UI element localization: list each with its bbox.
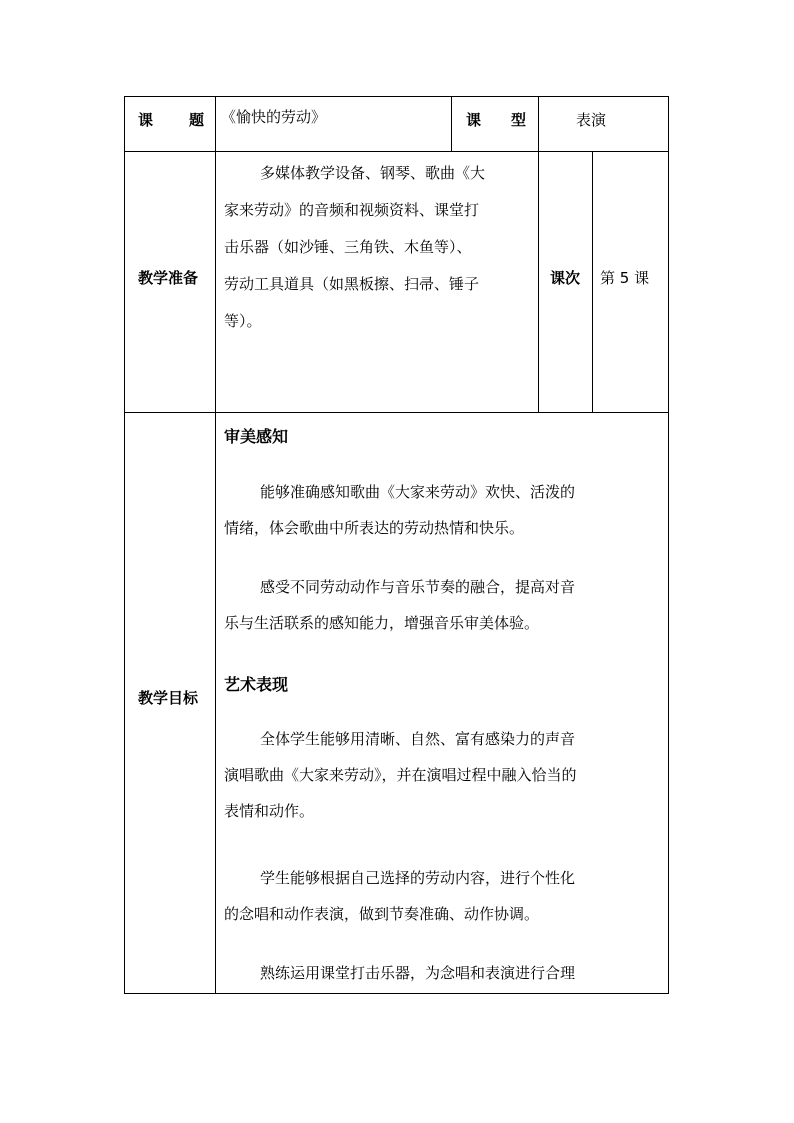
lesson-type-value: 表演 <box>576 111 607 129</box>
preparation-line: 多媒体教学设备、钢琴、歌曲《大 <box>260 164 486 182</box>
objectives-label: 教学目标 <box>138 689 199 707</box>
preparation-line: 击乐器（如沙锤、三角铁、木鱼等）、 <box>224 238 472 256</box>
preparation-line: 劳动工具道具（如黑板擦、扫帚、锤子 <box>224 275 480 293</box>
preparation-line: 等）。 <box>224 312 262 330</box>
performance-paragraph-2 <box>224 868 664 940</box>
text-line: 熟练运用课堂打击乐器，为念唱和表演进行合理 <box>260 964 576 982</box>
aesthetic-paragraph-2 <box>224 577 664 649</box>
text-line: 演唱歌曲《大家来劳动》，并在演唱过程中融入恰当的 <box>224 766 577 784</box>
text-line: 学生能够根据自己选择的劳动内容，进行个性化 <box>260 869 576 887</box>
preparation-line: 家来劳动》的音频和视频资料、课堂打 <box>224 201 480 219</box>
section-heading-performance: 艺术表现 <box>224 675 289 694</box>
lesson-type-label: 课 型 <box>466 111 526 129</box>
text-line: 表情和动作。 <box>224 802 315 820</box>
session-label: 课次 <box>550 269 581 287</box>
table-border-left <box>124 96 125 994</box>
aesthetic-paragraph-1 <box>224 482 664 554</box>
topic-value: 《愉快的劳动》 <box>221 108 327 126</box>
table-col-divider-type-value <box>538 96 539 413</box>
table-border-right <box>668 96 669 994</box>
text-line: 乐与生活联系的感知能力，增强音乐审美体验。 <box>224 614 540 632</box>
text-line: 能够准确感知歌曲《大家来劳动》欢快、活泼的 <box>260 483 576 501</box>
text-line: 全体学生能够用清晰、自然、富有感染力的声音 <box>260 730 576 748</box>
text-line: 的念唱和动作表演，做到节奏准确、动作协调。 <box>224 905 540 923</box>
text-line: 感受不同劳动动作与音乐节奏的融合，提高对音 <box>260 578 576 596</box>
performance-paragraph-1 <box>224 729 664 837</box>
table-row-divider-1 <box>124 151 669 152</box>
performance-paragraph-3 <box>224 963 664 999</box>
table-col-divider-session <box>592 151 593 413</box>
preparation-content <box>224 163 536 348</box>
table-col-divider-label <box>215 96 216 994</box>
table-col-divider-type <box>451 96 452 152</box>
section-heading-aesthetic: 审美感知 <box>224 427 289 446</box>
text-line: 情绪，体会歌曲中所表达的劳动热情和快乐。 <box>224 519 525 537</box>
session-value: 第 5 课 <box>600 269 650 287</box>
preparation-label: 教学准备 <box>138 269 199 287</box>
table-border-top <box>124 96 669 97</box>
table-row-divider-2 <box>124 412 669 413</box>
topic-label: 课 题 <box>138 111 204 129</box>
